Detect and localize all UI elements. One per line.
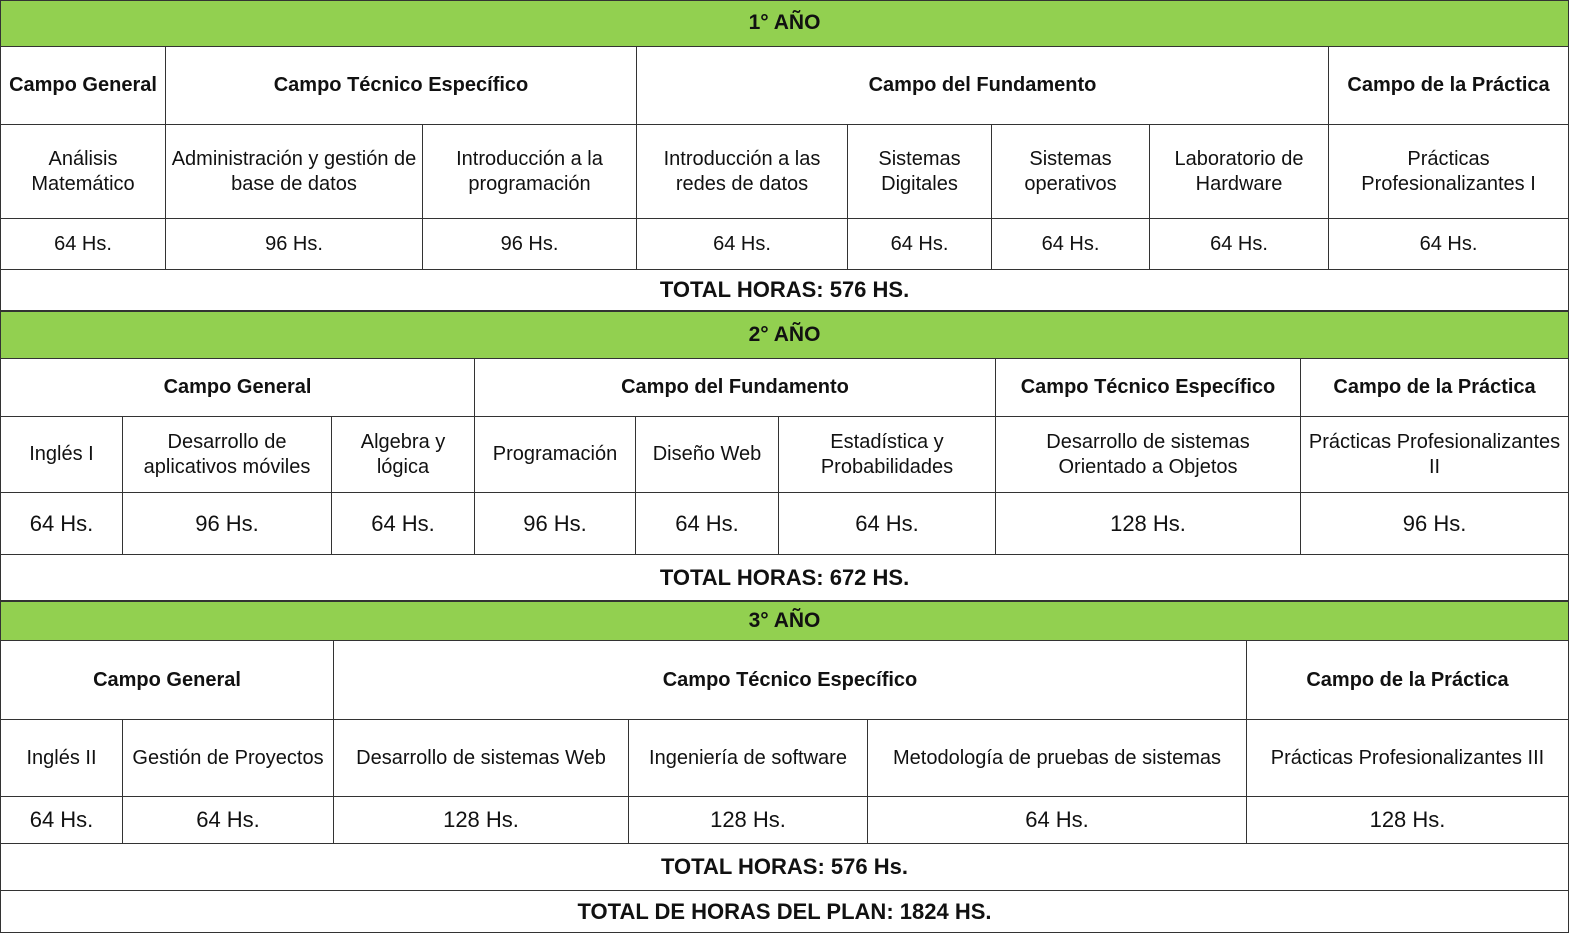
field-header: Campo General [1, 641, 334, 720]
hours-cell: 64 Hs. [868, 797, 1247, 844]
subject-cell: Prácticas Profesionalizantes I [1329, 125, 1569, 219]
subject-cell: Sistemas operativos [992, 125, 1150, 219]
subject-cell: Diseño Web [636, 417, 779, 493]
subject-cell: Programación [475, 417, 636, 493]
field-header: Campo Técnico Específico [166, 47, 637, 125]
subject-cell: Gestión de Proyectos [123, 720, 334, 797]
field-header: Campo Técnico Específico [334, 641, 1247, 720]
year-2-total: TOTAL HORAS: 672 HS. [1, 555, 1569, 601]
year-2-table [0, 311, 1569, 601]
year-3-table [0, 601, 1569, 933]
subject-cell: Desarrollo de sistemas Web [334, 720, 629, 797]
year-3-title: 3° AÑO [1, 602, 1569, 641]
hours-cell: 128 Hs. [1247, 797, 1569, 844]
hours-cell: 96 Hs. [475, 493, 636, 555]
subject-cell: Estadística y Probabilidades [779, 417, 996, 493]
hours-cell: 64 Hs. [332, 493, 475, 555]
subject-cell: Introducción a las redes de datos [637, 125, 848, 219]
hours-cell: 64 Hs. [1, 219, 166, 270]
hours-cell: 64 Hs. [637, 219, 848, 270]
subject-cell: Metodología de pruebas de sistemas [868, 720, 1247, 797]
hours-cell: 64 Hs. [779, 493, 996, 555]
year-2-title: 2° AÑO [1, 312, 1569, 359]
hours-cell: 64 Hs. [123, 797, 334, 844]
subject-cell: Análisis Matemático [1, 125, 166, 219]
field-header: Campo del Fundamento [637, 47, 1329, 125]
year-1-table [0, 0, 1569, 311]
hours-cell: 64 Hs. [1, 493, 123, 555]
subject-cell: Algebra y lógica [332, 417, 475, 493]
year-1-title: 1° AÑO [1, 1, 1569, 47]
field-header: Campo de la Práctica [1247, 641, 1569, 720]
subject-cell: Inglés I [1, 417, 123, 493]
hours-cell: 64 Hs. [1150, 219, 1329, 270]
year-3-total: TOTAL HORAS: 576 Hs. [1, 844, 1569, 891]
field-header: Campo de la Práctica [1329, 47, 1569, 125]
subject-cell: Laboratorio de Hardware [1150, 125, 1329, 219]
hours-cell: 64 Hs. [636, 493, 779, 555]
hours-cell: 64 Hs. [1, 797, 123, 844]
subject-cell: Desarrollo de sistemas Orientado a Objetos [996, 417, 1301, 493]
hours-cell: 64 Hs. [1329, 219, 1569, 270]
subject-cell: Administración y gestión de base de datos [166, 125, 423, 219]
hours-cell: 96 Hs. [166, 219, 423, 270]
hours-cell: 64 Hs. [992, 219, 1150, 270]
hours-cell: 96 Hs. [423, 219, 637, 270]
hours-cell: 128 Hs. [334, 797, 629, 844]
plan-total: TOTAL DE HORAS DEL PLAN: 1824 HS. [1, 891, 1569, 933]
subject-cell: Sistemas Digitales [848, 125, 992, 219]
subject-cell: Prácticas Profesionalizantes III [1247, 720, 1569, 797]
field-header: Campo General [1, 47, 166, 125]
hours-cell: 96 Hs. [1301, 493, 1569, 555]
field-header: Campo de la Práctica [1301, 359, 1569, 417]
hours-cell: 96 Hs. [123, 493, 332, 555]
hours-cell: 64 Hs. [848, 219, 992, 270]
subject-cell: Prácticas Profesionalizantes II [1301, 417, 1569, 493]
year-1-total: TOTAL HORAS: 576 HS. [1, 270, 1569, 311]
subject-cell: Introducción a la programación [423, 125, 637, 219]
hours-cell: 128 Hs. [629, 797, 868, 844]
field-header: Campo del Fundamento [475, 359, 996, 417]
field-header: Campo General [1, 359, 475, 417]
hours-cell: 128 Hs. [996, 493, 1301, 555]
subject-cell: Desarrollo de aplicativos móviles [123, 417, 332, 493]
subject-cell: Inglés II [1, 720, 123, 797]
field-header: Campo Técnico Específico [996, 359, 1301, 417]
subject-cell: Ingeniería de software [629, 720, 868, 797]
